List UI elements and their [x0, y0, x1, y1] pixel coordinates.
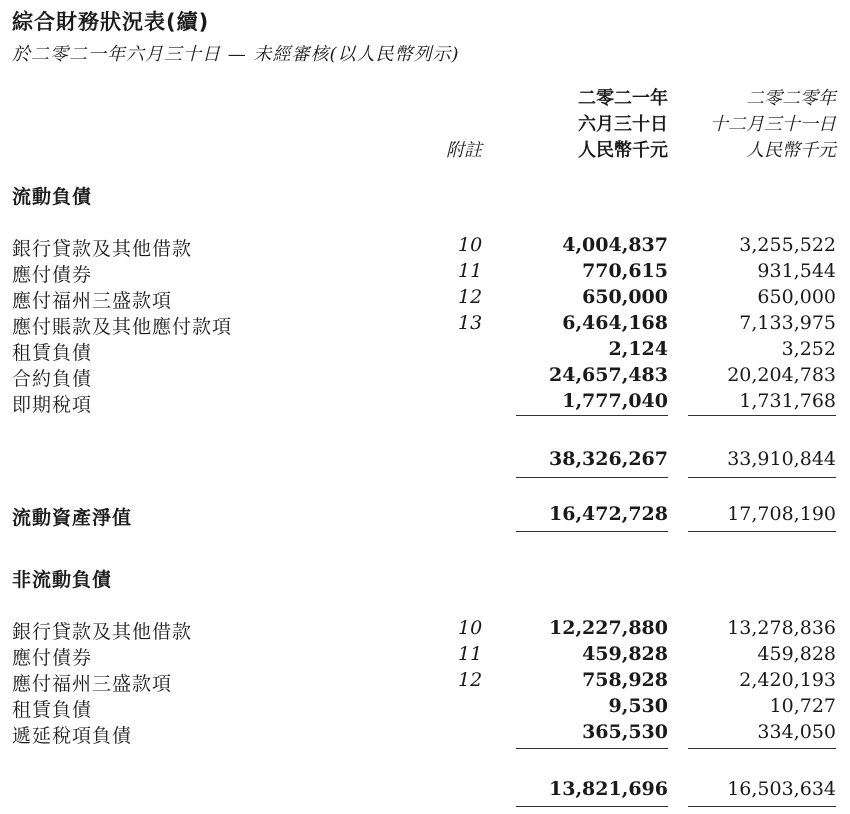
row-current-value: 459,828 [582, 643, 668, 665]
table-row [0, 643, 850, 669]
row-previous-value: 7,133,975 [739, 312, 836, 334]
nc-subtotal-rule-current [516, 748, 668, 749]
row-current-value: 24,657,483 [549, 364, 668, 386]
table-row [0, 234, 850, 260]
row-label: 應付債券 [12, 264, 93, 286]
current-period-unit: 人民幣千元 [578, 140, 668, 161]
row-current-value: 6,464,168 [562, 312, 668, 334]
current-period-year: 二零二一年 [578, 88, 668, 109]
current-period-date: 六月三十日 [578, 114, 668, 135]
nc-total-rule-current [516, 806, 668, 807]
row-note: 11 [458, 643, 483, 665]
current-period-header [578, 86, 668, 164]
current-liabilities-total-row [0, 448, 850, 474]
row-label: 應付福州三盛款項 [12, 673, 173, 695]
subtotal-rule-previous [688, 415, 836, 416]
table-row [0, 312, 850, 338]
table-row [0, 669, 850, 695]
row-previous-value: 931,544 [757, 260, 836, 282]
row-label: 應付福州三盛款項 [12, 290, 173, 312]
row-label: 銀行貸款及其他借款 [12, 621, 193, 643]
row-note: 13 [458, 312, 483, 334]
row-note: 12 [458, 669, 483, 691]
row-current-value: 9,530 [608, 695, 668, 717]
non-current-liabilities-total-row [0, 778, 850, 804]
row-previous-value: 20,204,783 [727, 364, 836, 386]
previous-period-date: 十二月三十一日 [710, 114, 836, 135]
total-rule-current [516, 477, 668, 478]
table-row [0, 695, 850, 721]
row-note: 11 [458, 260, 483, 282]
row-label: 租賃負債 [12, 699, 93, 721]
row-previous-value: 3,255,522 [739, 234, 836, 256]
row-current-value: 650,000 [582, 286, 668, 308]
table-row [0, 260, 850, 286]
table-row [0, 286, 850, 312]
row-current-value: 12,227,880 [549, 617, 668, 639]
table-row [0, 338, 850, 364]
non-current-liabilities-total-previous: 16,503,634 [727, 778, 836, 800]
page-subtitle: 於二零二一年六月三十日 — 未經審核(以人民幣列示) [12, 44, 460, 65]
table-row [0, 721, 850, 747]
row-label: 即期稅項 [12, 394, 93, 416]
section-heading-current-liabilities: 流動負債 [12, 186, 93, 208]
row-previous-value: 650,000 [757, 286, 836, 308]
subtotal-rule-current [516, 415, 668, 416]
row-current-value: 1,777,040 [562, 390, 668, 412]
previous-period-header [710, 86, 836, 164]
row-current-value: 2,124 [608, 338, 668, 360]
net-rule-current [516, 531, 668, 532]
page-title: 綜合財務狀況表(續) [12, 10, 210, 34]
previous-period-unit: 人民幣千元 [746, 140, 836, 161]
nc-total-rule-previous [688, 806, 836, 807]
table-row [0, 390, 850, 416]
row-label: 應付債券 [12, 647, 93, 669]
note-column-header: 附註 [446, 140, 482, 161]
row-current-value: 4,004,837 [562, 234, 668, 256]
row-note: 12 [458, 286, 483, 308]
table-row [0, 364, 850, 390]
table-row [0, 617, 850, 643]
net-current-assets-current: 16,472,728 [549, 503, 668, 525]
row-label: 應付賬款及其他應付款項 [12, 316, 233, 338]
row-previous-value: 13,278,836 [727, 617, 836, 639]
row-label: 租賃負債 [12, 342, 93, 364]
non-current-liabilities-total-current: 13,821,696 [549, 778, 668, 800]
net-current-assets-previous: 17,708,190 [727, 503, 836, 525]
row-previous-value: 459,828 [757, 643, 836, 665]
row-note: 10 [458, 234, 483, 256]
section-heading-non-current-liabilities: 非流動負債 [12, 569, 113, 591]
row-label: 遞延稅項負債 [12, 725, 133, 747]
row-previous-value: 334,050 [757, 721, 836, 743]
row-previous-value: 1,731,768 [739, 390, 836, 412]
current-liabilities-total-previous: 33,910,844 [727, 448, 836, 470]
row-previous-value: 3,252 [781, 338, 836, 360]
nc-subtotal-rule-previous [688, 748, 836, 749]
row-current-value: 758,928 [582, 669, 668, 691]
row-current-value: 365,530 [582, 721, 668, 743]
row-previous-value: 10,727 [769, 695, 836, 717]
row-current-value: 770,615 [582, 260, 668, 282]
net-rule-previous [688, 531, 836, 532]
previous-period-year: 二零二零年 [746, 88, 836, 109]
net-current-assets-row [0, 503, 850, 529]
row-label: 銀行貸款及其他借款 [12, 238, 193, 260]
total-rule-previous [688, 477, 836, 478]
current-liabilities-total-current: 38,326,267 [549, 448, 668, 470]
row-previous-value: 2,420,193 [739, 669, 836, 691]
row-note: 10 [458, 617, 483, 639]
row-label: 合約負債 [12, 368, 93, 390]
net-current-assets-label: 流動資產淨值 [12, 507, 133, 529]
